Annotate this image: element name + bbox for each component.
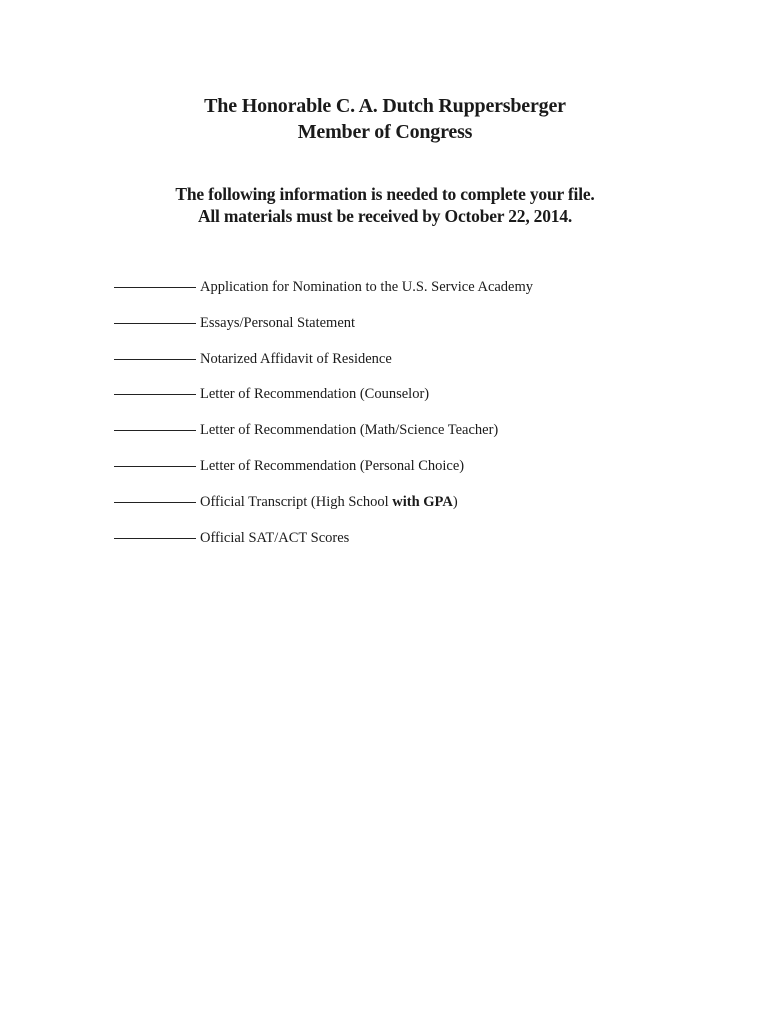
checkmark-blank[interactable] [114,502,196,503]
notice-line-2: All materials must be received by October 22, 2014. [197,206,573,226]
letterhead [0,93,770,145]
checklist-item-label: Letter of Recommendation (Personal Choice) [200,457,465,474]
checklist-item-label: Letter of Recommendation (Math/Science Teacher) [200,422,499,439]
checkmark-blank[interactable] [114,394,196,395]
deadline-notice [0,183,770,227]
transcript-label-suffix: ) [452,493,458,510]
congressman-title: Member of Congress [297,121,473,143]
congressman-name: The Honorable C. A. Dutch Ruppersberger [204,95,566,117]
checklist-item-label: Application for Nomination to the U.S. Service Academy [200,279,534,295]
checklist-item-test-scores [114,528,714,564]
checklist-item-label: Official SAT/ACT Scores [200,529,350,546]
transcript-label-prefix: Official Transcript (High School [200,493,393,510]
checklist-item-application [114,277,714,313]
checkmark-blank[interactable] [114,430,196,431]
checkmark-blank[interactable] [114,538,196,539]
checklist-item-recommendation-counselor [114,384,714,420]
materials-checklist [114,277,714,563]
checklist-item-recommendation-teacher [114,420,714,456]
checklist-item-label [200,492,458,512]
checkmark-blank[interactable] [114,323,196,324]
notice-line-1: The following information is needed to complete your file. [175,184,595,204]
checkmark-blank[interactable] [114,359,196,360]
checklist-item-recommendation-personal [114,456,714,492]
checklist-item-label: Essays/Personal Statement [200,314,356,331]
transcript-label-emphasis: with GPA [392,493,453,510]
checklist-item-transcript [114,492,714,528]
checklist-item-essays [114,313,714,349]
checklist-item-label: Letter of Recommendation (Counselor) [200,386,430,403]
checklist-item-label: Notarized Affidavit of Residence [200,350,392,367]
checkmark-blank[interactable] [114,466,196,467]
checklist-item-affidavit [114,349,714,385]
checkmark-blank[interactable] [114,287,196,288]
